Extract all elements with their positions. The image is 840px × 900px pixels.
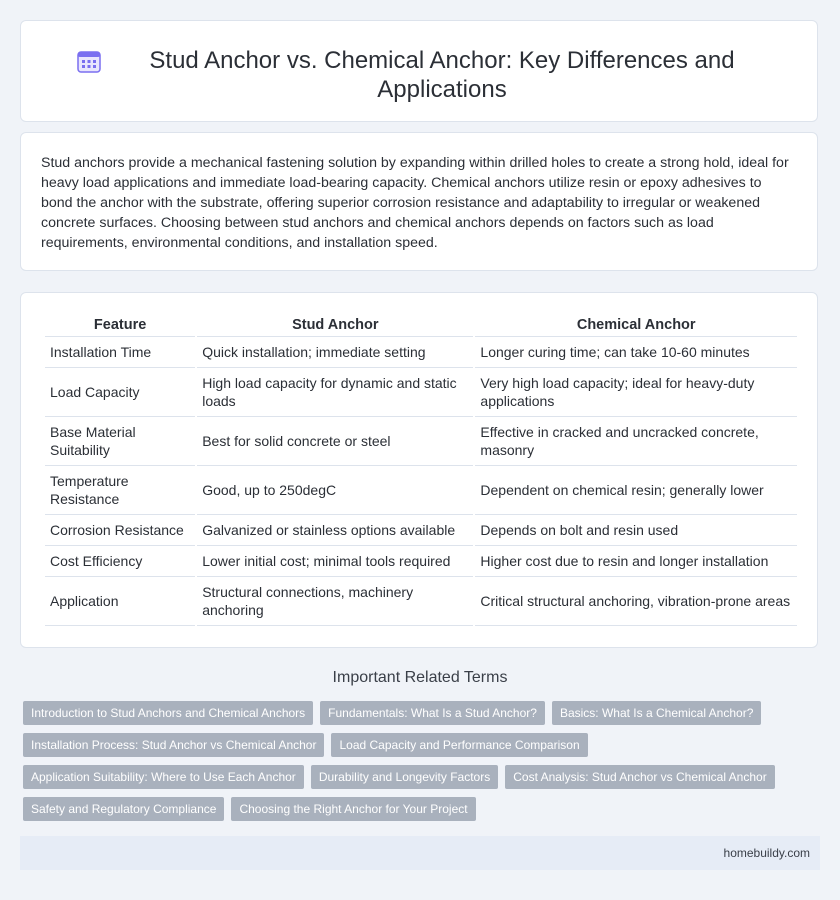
table-cell: High load capacity for dynamic and static loads <box>197 368 473 417</box>
comparison-table <box>43 313 799 626</box>
page-title: Stud Anchor vs. Chemical Anchor: Key Differences and Applications <box>149 47 735 103</box>
table-cell: Installation Time <box>45 337 195 368</box>
table-row <box>45 368 797 417</box>
table-cell: Quick installation; immediate setting <box>197 337 473 368</box>
intro-card <box>20 132 818 271</box>
table-row <box>45 337 797 368</box>
footer-site-link[interactable]: homebuildy.com <box>723 846 810 860</box>
table-cell: Base Material Suitability <box>45 417 195 466</box>
table-cell: Critical structural anchoring, vibration-prone areas <box>475 577 797 626</box>
related-term-link[interactable]: Choosing the Right Anchor for Your Project <box>231 797 475 821</box>
table-cell: Corrosion Resistance <box>45 515 195 546</box>
related-terms-title: Important Related Terms <box>332 669 508 686</box>
title-wrap <box>21 21 817 104</box>
related-term-link[interactable]: Introduction to Stud Anchors and Chemical Anchors <box>23 701 313 725</box>
table-cell: Very high load capacity; ideal for heavy-duty applications <box>475 368 797 417</box>
table-row <box>45 515 797 546</box>
table-cell: Good, up to 250degC <box>197 466 473 515</box>
related-term-link[interactable]: Safety and Regulatory Compliance <box>23 797 224 821</box>
footer <box>20 836 820 870</box>
table-cell: Effective in cracked and uncracked concrete, masonry <box>475 417 797 466</box>
table-row <box>45 417 797 466</box>
related-term-link[interactable]: Fundamentals: What Is a Stud Anchor? <box>320 701 545 725</box>
calendar-icon <box>76 48 102 74</box>
related-term-link[interactable]: Application Suitability: Where to Use Each Anchor <box>23 765 304 789</box>
header-card <box>20 20 818 122</box>
related-term-link[interactable]: Load Capacity and Performance Comparison <box>331 733 587 757</box>
tag-row <box>23 701 823 725</box>
comparison-table-card <box>20 292 818 648</box>
table-row <box>45 546 797 577</box>
intro-text: Stud anchors provide a mechanical fastening solution by expanding within drilled holes to create a strong hold, ideal for heavy load applications and immediate load-bearing capacity. Chemical anchors utilize resin or epoxy adhesives to bond the anchor with the substrate, offering superior corrosion resistance and adaptability to irregular or weakened concrete surfaces. Choosing between stud anchors and chemical anchors depends on factors such as load requirements, environmental conditions, and installation speed. <box>41 155 789 251</box>
table-cell: Depends on bolt and resin used <box>475 515 797 546</box>
table-cell: Longer curing time; can take 10-60 minutes <box>475 337 797 368</box>
table-cell: Higher cost due to resin and longer installation <box>475 546 797 577</box>
related-term-link[interactable]: Installation Process: Stud Anchor vs Chemical Anchor <box>23 733 324 757</box>
related-terms-list <box>23 701 823 829</box>
header-feature: Feature <box>45 313 195 337</box>
table-header-row <box>45 313 797 337</box>
table-row <box>45 577 797 626</box>
header-chemical-anchor: Chemical Anchor <box>475 313 797 337</box>
header-stud-anchor: Stud Anchor <box>197 313 473 337</box>
table-cell: Structural connections, machinery anchoring <box>197 577 473 626</box>
table-cell: Lower initial cost; minimal tools required <box>197 546 473 577</box>
table-cell: Galvanized or stainless options available <box>197 515 473 546</box>
tag-row <box>23 733 823 757</box>
tag-row <box>23 797 823 821</box>
tag-row <box>23 765 823 789</box>
table-cell: Best for solid concrete or steel <box>197 417 473 466</box>
table-cell: Application <box>45 577 195 626</box>
table-row <box>45 466 797 515</box>
table-cell: Temperature Resistance <box>45 466 195 515</box>
table-cell: Dependent on chemical resin; generally lower <box>475 466 797 515</box>
related-term-link[interactable]: Durability and Longevity Factors <box>311 765 498 789</box>
related-term-link[interactable]: Cost Analysis: Stud Anchor vs Chemical Anchor <box>505 765 774 789</box>
related-term-link[interactable]: Basics: What Is a Chemical Anchor? <box>552 701 761 725</box>
table-cell: Load Capacity <box>45 368 195 417</box>
table-cell: Cost Efficiency <box>45 546 195 577</box>
